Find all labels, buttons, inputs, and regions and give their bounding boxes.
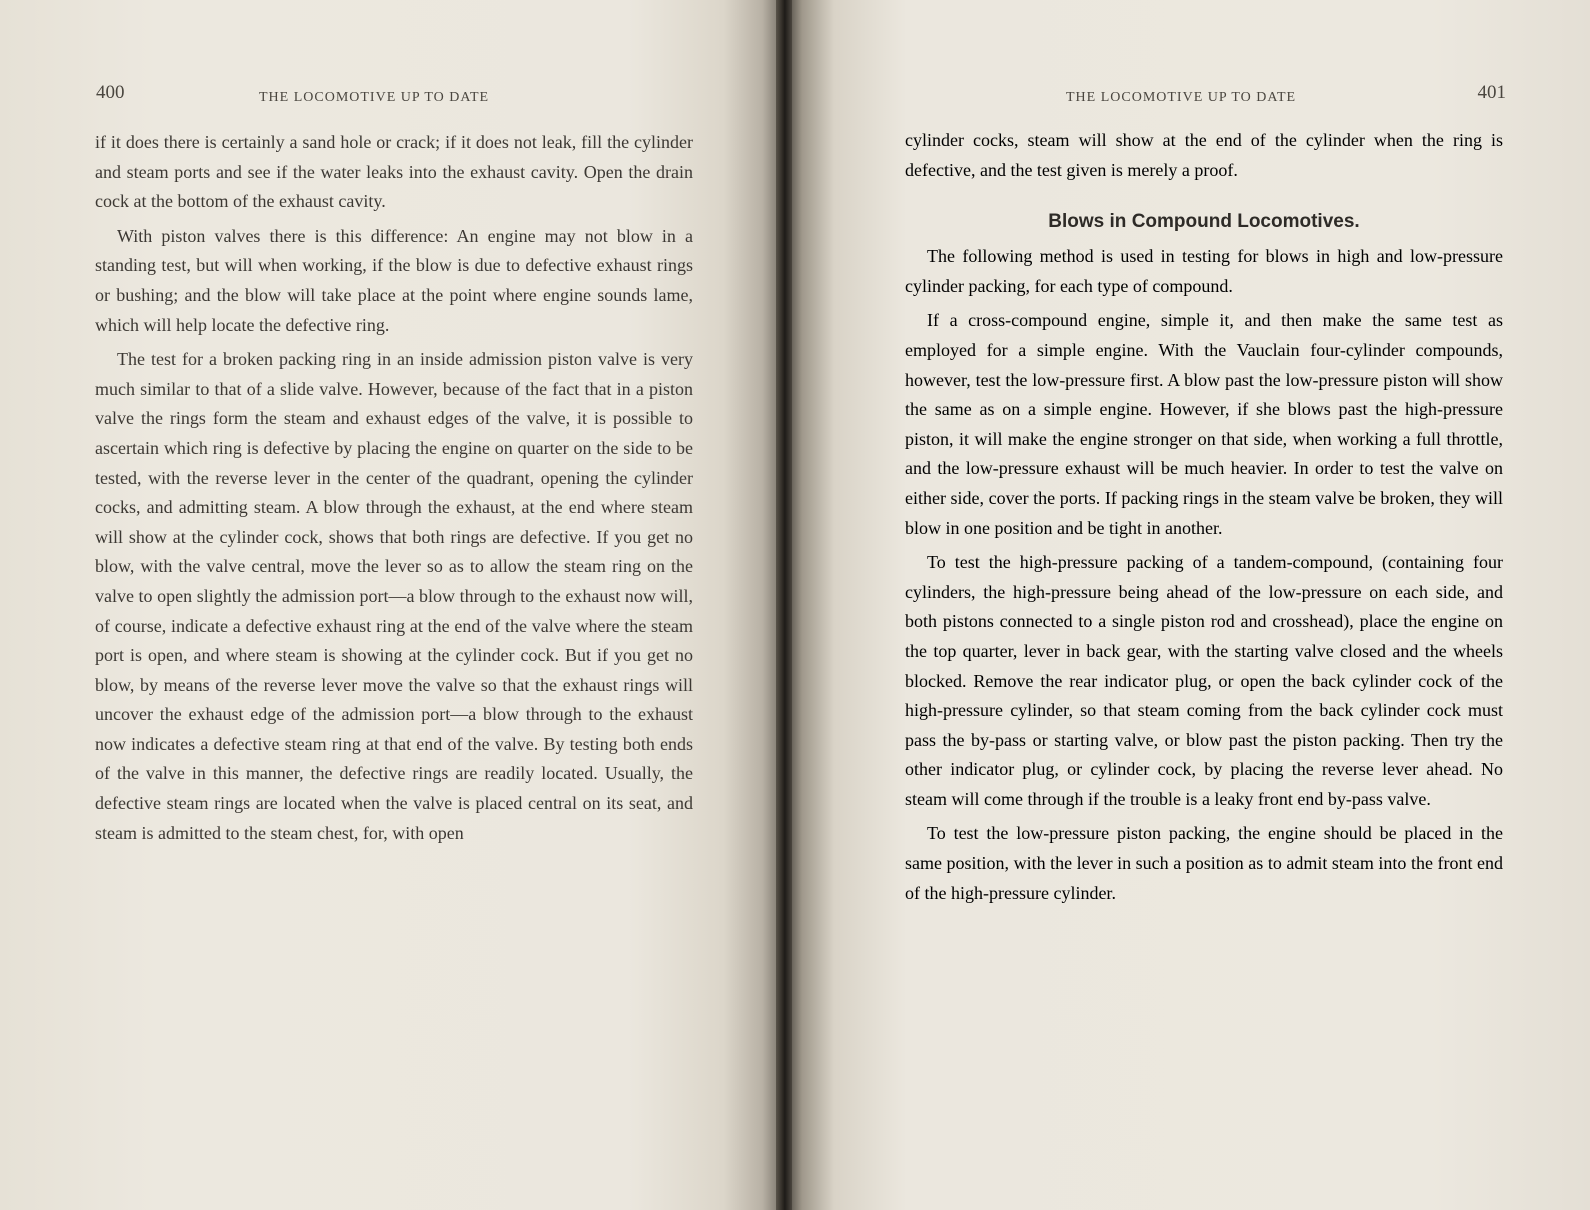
left-paragraph-3: The test for a broken packing ring in an inside admission piston valve is very much similar to that of a slide valve. However, because of the fact that in a piston valve the rings form the steam and exhaust edges of the valve, it is possible to ascertain which ring is defective by placing the engine on quarter on the side to be tested, with the reverse lever in the center of the quadrant, opening the cylinder cocks, and admitting steam. A blow through the exhaust, at the end where steam will show at the cylinder cock, shows that both rings are defective. If you get no blow, with the valve central, move the lever so as to allow the steam ring on the valve to open slightly the admission port—a blow through to the exhaust now will, of course, indicate a defective exhaust ring at the end of the valve where the steam port is open, and where steam is showing at the cylinder cock. But if you get no blow, by means of the reverse lever move the valve so that the exhaust rings will uncover the exhaust edge of the admission port—a blow through to the exhaust now indicates a defective steam ring at that end of the valve. By testing both ends of the valve in this manner, the defective rings are readily located. Usually, the defective steam rings are located when the valve is placed central on its seat, and steam is admitted to the steam chest, for, with open <box>95 349 693 843</box>
right-running-head <box>1066 84 1506 114</box>
section-heading: Blows in Compound Locomotives. <box>1048 211 1360 233</box>
right-paragraph-1: The following method is used in testing for blows in high and low-pressure cylinder packing, for each type of compound. <box>905 246 1503 296</box>
right-page-number: 401 <box>1477 82 1506 103</box>
left-page-number: 400 <box>96 82 125 103</box>
left-running-head <box>96 84 696 114</box>
right-running-title: THE LOCOMOTIVE UP TO DATE <box>1066 90 1297 105</box>
left-running-title: THE LOCOMOTIVE UP TO DATE <box>259 90 490 105</box>
right-text-block <box>905 126 1503 913</box>
left-paragraph-1: if it does there is certainly a sand hole or crack; if it does not leak, fill the cylinder and steam ports and see if the water leaks into the exhaust cavity. Open the drain cock at the bottom of the exhaust cavity. <box>95 132 693 212</box>
right-continuation-paragraph: cylinder cocks, steam will show at the end of the cylinder when the ring is defective, and the test given is merely a proof. <box>905 130 1503 180</box>
right-paragraph-4: To test the low-pressure piston packing, the engine should be placed in the same position, with the lever in such a position as to admit steam into the front end of the high-pressure cylinder. <box>905 823 1503 903</box>
book-gutter <box>776 0 792 1210</box>
left-paragraph-2: With piston valves there is this difference: An engine may not blow in a standing test, but will when working, if the blow is due to defective exhaust rings or bushing; and the blow will take place at the point where engine sounds lame, which will help locate the defective ring. <box>95 225 693 335</box>
left-text-block <box>95 128 693 853</box>
right-paragraph-3: To test the high-pressure packing of a tandem-compound, (containing four cylinders, the high-pressure being ahead of the low-pressure on each side, and both pistons connected to a single piston rod and crosshead), place the engine on the top quarter, lever in back gear, with the starting valve closed and the wheels blocked. Remove the rear indicator plug, or open the back cylinder cock of the high-pressure cylinder, so that steam coming from the back cylinder cock must pass the by-pass or starting valve, or blow past the piston packing. Then try the other indicator plug, or cylinder cock, by placing the reverse lever ahead. No steam will come through if the trouble is a leaky front end by-pass valve. <box>905 552 1503 809</box>
right-paragraph-2: If a cross-compound engine, simple it, and then make the same test as employed for a simple engine. With the Vauclain four-cylinder compounds, however, test the low-pressure first. A blow past the low-pressure piston will show the same as on a simple engine. However, if she blows past the high-pressure piston, it will make the engine stronger on that side, when working a full throttle, and the low-pressure exhaust will be much heavier. In order to test the valve on either side, cover the ports. If packing rings in the steam valve be broken, they will blow in one position and be tight in another. <box>905 310 1503 538</box>
left-page <box>0 0 786 1210</box>
